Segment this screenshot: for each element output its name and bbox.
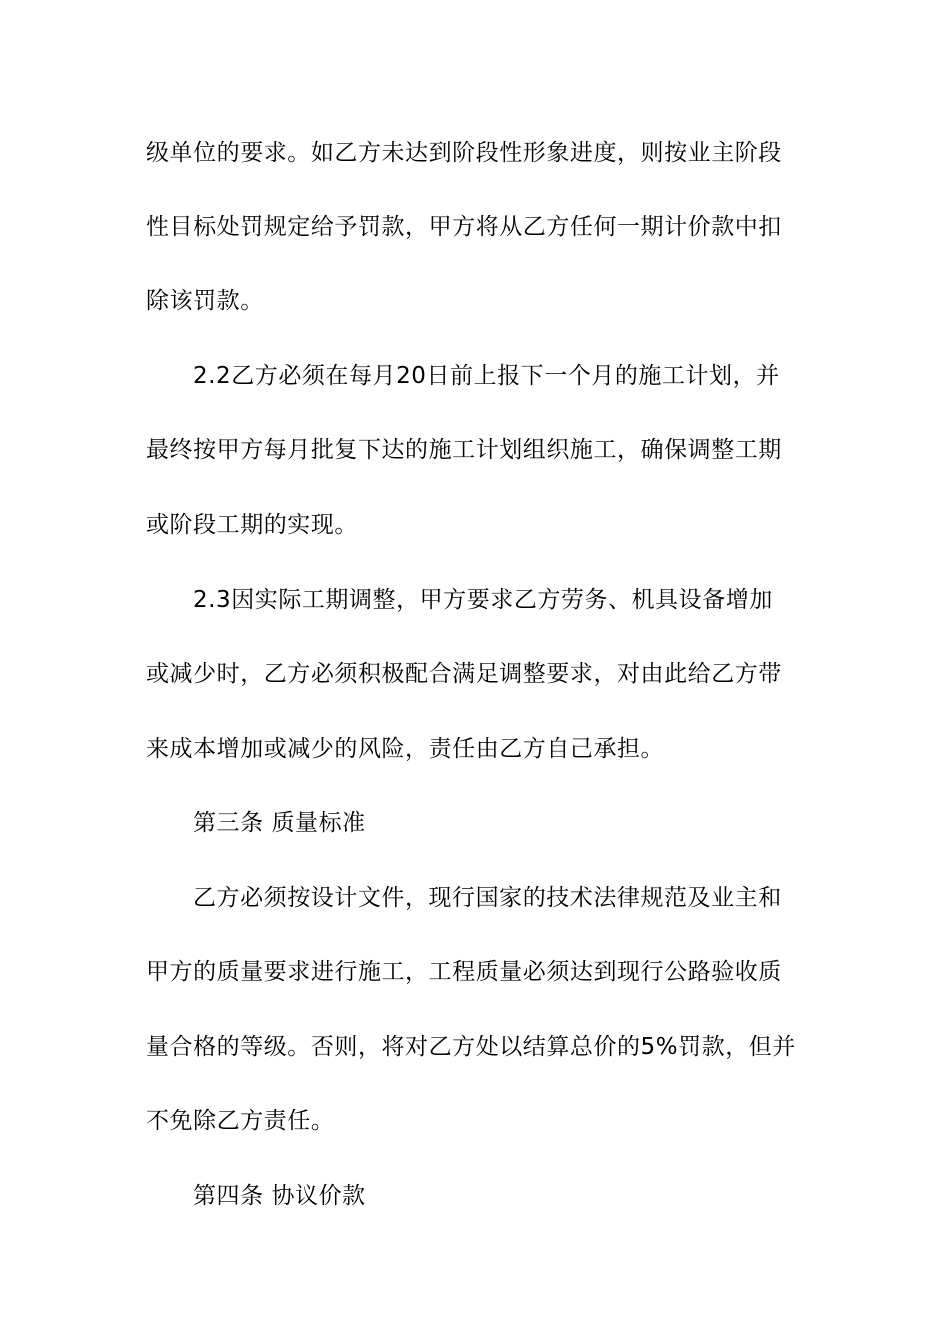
article-4-heading: 第四条 协议价款 [193,1183,366,1209]
paragraph-line-2: 性目标处罚规定给予罚款，甲方将从乙方任何一期计价款中扣 [146,214,782,240]
paragraph-line-3: 除该罚款。 [146,288,264,314]
article-3-line-3: 量合格的等级。否则，将对乙方处以结算总价的5%罚款，但并 [146,1034,796,1060]
clause-2-2-line-2: 最终按甲方每月批复下达的施工计划组织施工，确保调整工期 [146,437,782,463]
article-3-line-4: 不免除乙方责任。 [146,1108,335,1134]
clause-2-2-line-1: 2.2乙方必须在每月20日前上报下一个月的施工计划，并 [193,363,780,389]
article-3-line-2: 甲方的质量要求进行施工，工程质量必须达到现行公路验收质 [146,959,782,985]
clause-2-3-line-1: 2.3因实际工期调整，甲方要求乙方劳务、机具设备增加 [193,587,773,613]
paragraph-line-1: 级单位的要求。如乙方未达到阶段性形象进度，则按业主阶段 [146,140,782,166]
clause-2-3-line-2: 或减少时，乙方必须积极配合满足调整要求，对由此给乙方带 [146,661,782,687]
clause-2-2-line-3: 或阶段工期的实现。 [146,512,358,538]
clause-2-3-line-3: 来成本增加或减少的风险，责任由乙方自己承担。 [146,736,665,762]
article-3-line-1: 乙方必须按设计文件，现行国家的技术法律规范及业主和 [193,885,782,911]
article-3-heading: 第三条 质量标准 [193,810,366,836]
